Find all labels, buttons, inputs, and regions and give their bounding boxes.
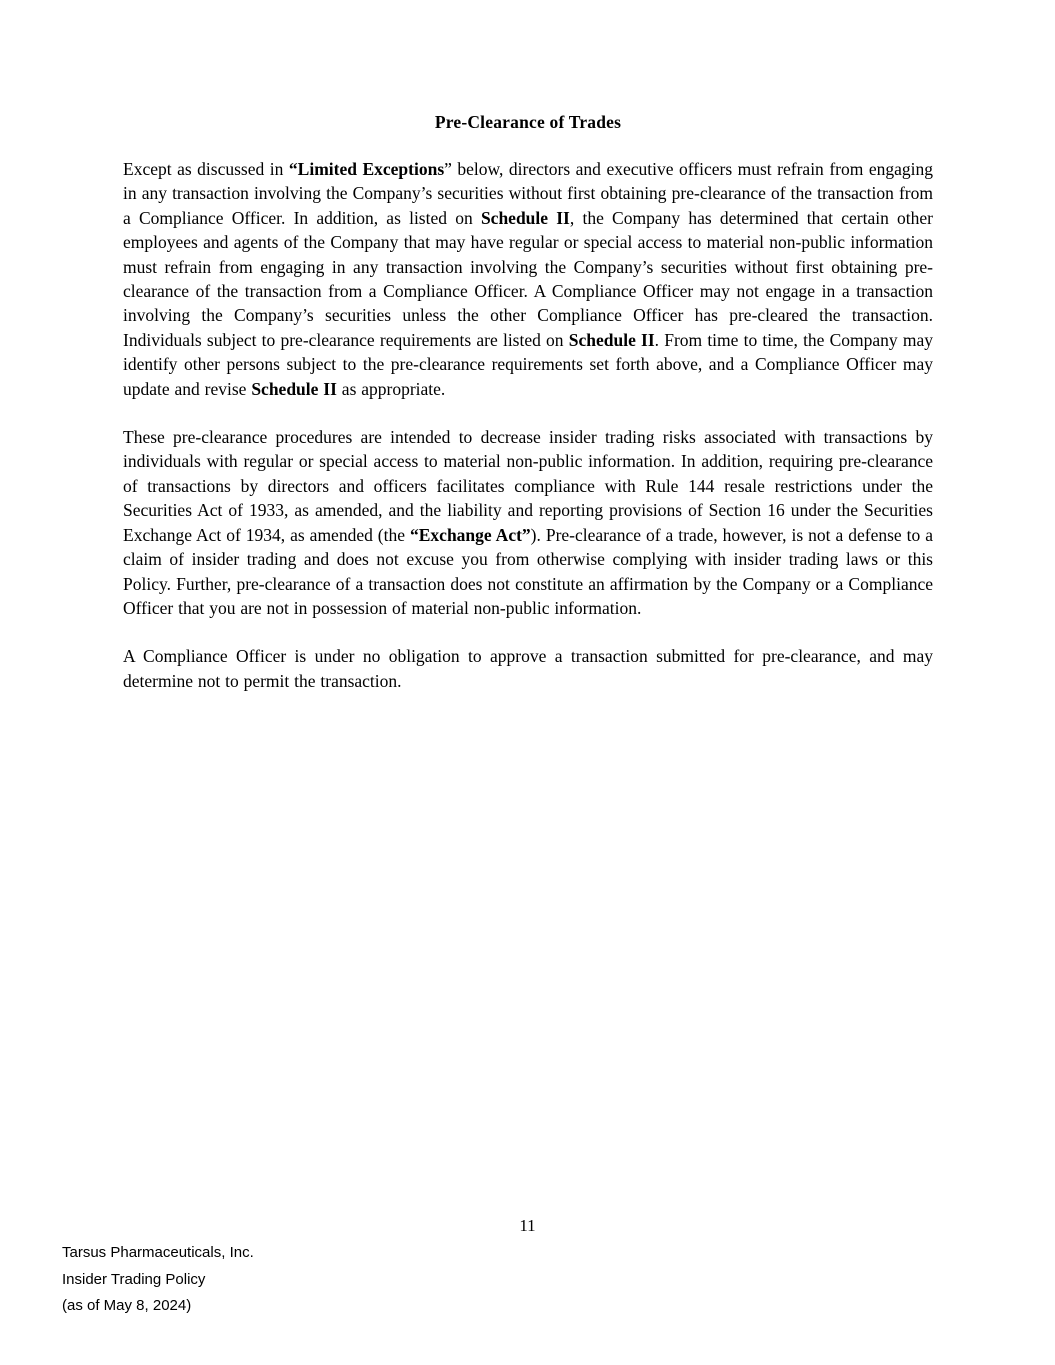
- footer-document-title: Insider Trading Policy: [62, 1270, 206, 1288]
- page-number: 11: [519, 1216, 536, 1235]
- paragraph-pre-clearance-requirements: Except as discussed in “Limited Exceptions” below, directors and executive officers must refrain from engaging in any transaction involving the Company’s securities without first obtaining pre-clearance of the transaction from a Compliance Officer. In addition, as listed on Schedule II, the Company has determined that certain other employees and agents of the Company that may have regular or special access to material non-public information must refrain from engaging in any transaction involving the Company’s securities without first obtaining pre-clearance of the transaction from a Compliance Officer. A Compliance Officer may not engage in a transaction involving the Company’s securities unless the other Compliance Officer has pre-cleared the transaction. Individuals subject to pre-clearance requirements are listed on Schedule II. From time to time, the Company may identify other persons subject to the pre-clearance requirements set forth above, and a Compliance Officer may update and revise Schedule II as appropriate.: [123, 159, 934, 399]
- document-content: [123, 112, 933, 717]
- document-title: Pre-Clearance of Trades: [434, 112, 622, 132]
- paragraph-no-obligation: A Compliance Officer is under no obligation to approve a transaction submitted for pre-clearance, and may determine not to permit the transaction.: [123, 646, 933, 691]
- footer-version-date: (as of May 8, 2024): [62, 1297, 192, 1314]
- paragraph-pre-clearance-purpose: These pre-clearance procedures are intended to decrease insider trading risks associated with transactions by individuals with regular or special access to material non-public information. In addition, requiring pre-clearance of transactions by directors and officers facilitates compliance with Rule 144 resale restrictions under the Securities Act of 1933, as amended, and the liability and reporting provisions of Section 16 under the Securities Exchange Act of 1934, as amended (the “Exchange Act”). Pre-clearance of a trade, however, is not a defense to a claim of insider trading and does not excuse you from otherwise complying with insider trading laws or this Policy. Further, pre-clearance of a transaction does not constitute an affirmation by the Company or a Compliance Officer that you are not in possession of material non-public information.: [123, 427, 933, 618]
- document-body: [123, 157, 933, 693]
- page-footer: [62, 1240, 254, 1320]
- footer-company-name: Tarsus Pharmaceuticals, Inc.: [62, 1244, 254, 1261]
